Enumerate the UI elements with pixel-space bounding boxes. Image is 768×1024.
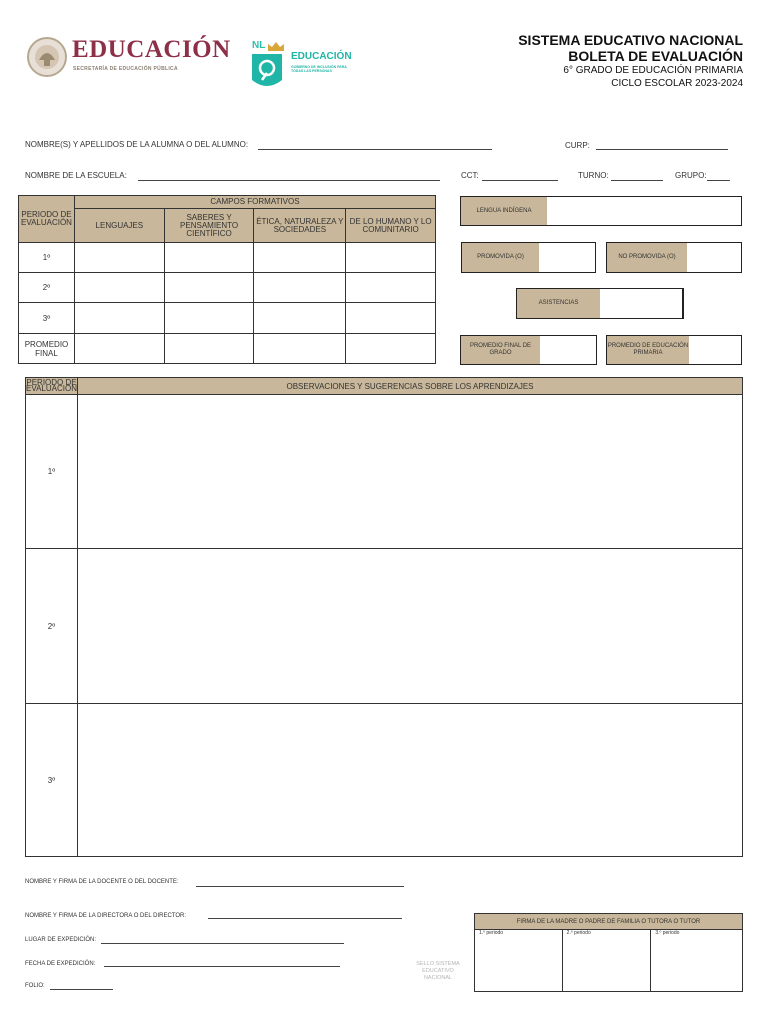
nl-shield-icon	[250, 52, 284, 92]
turno-label: TURNO:	[578, 171, 609, 180]
grade-cell[interactable]	[254, 243, 346, 273]
col-humano: DE LO HUMANO Y LO COMUNITARIO	[346, 209, 436, 243]
period-2-label: 2.º periodo	[566, 930, 591, 936]
grade-cell[interactable]	[164, 334, 254, 364]
grade-cell[interactable]	[254, 303, 346, 334]
row-label-final: PROMEDIO FINAL	[19, 334, 75, 364]
curp-field[interactable]	[596, 149, 728, 150]
docente-label: NOMBRE Y FIRMA DE LA DOCENTE O DEL DOCENTE:	[25, 879, 179, 885]
no-promovida-box[interactable]	[606, 242, 742, 273]
row-label-1: 1º	[19, 243, 75, 273]
sep-logo	[26, 36, 231, 80]
sep-subtitle: SECRETARÍA DE EDUCACIÓN PÚBLICA	[73, 66, 178, 72]
grade-cell[interactable]	[346, 303, 436, 334]
formative-fields-header: CAMPOS FORMATIVOS	[74, 196, 435, 209]
signatures-title: FIRMA DE LA MADRE O PADRE DE FAMILIA O TUTORA O TUTOR	[475, 914, 743, 930]
coat-of-arms-icon	[26, 36, 68, 78]
lengua-indigena-label: LENGUA INDÍGENA	[461, 197, 547, 225]
grade-cell[interactable]	[164, 303, 254, 334]
turno-field[interactable]	[611, 180, 663, 181]
crown-icon	[268, 42, 284, 51]
nl-subtitle: GOBIERNO DE INCLUSIÓN PARA TODAS LAS PERSONAS	[291, 65, 347, 73]
no-promovida-label: NO PROMOVIDA (O)	[607, 243, 687, 272]
obs-title: OBSERVACIONES Y SUGERENCIAS SOBRE LOS APRENDIZAJES	[77, 378, 742, 395]
seal-placeholder: SELLO SISTEMA EDUCATIVO NACIONAL	[416, 961, 460, 981]
header-line-4: CICLO ESCOLAR 2023-2024	[611, 78, 743, 89]
sep-title: EDUCACIÓN	[72, 36, 231, 63]
student-name-label: NOMBRE(S) Y APELLIDOS DE LA ALUMNA O DEL ALUMNO:	[25, 140, 249, 149]
header-line-2: BOLETA DE EVALUACIÓN	[568, 48, 743, 64]
promedio-primaria-box[interactable]	[606, 335, 742, 365]
promedio-grado-box[interactable]	[460, 335, 597, 365]
obs-row-label-2: 2º	[26, 549, 78, 704]
director-signature-field[interactable]	[208, 918, 402, 919]
nl-mark: NL	[252, 40, 266, 51]
asistencias-box[interactable]	[516, 288, 684, 319]
promedio-grado-label: PROMEDIO FINAL DE GRADO	[461, 336, 540, 364]
student-name-field[interactable]	[258, 149, 492, 150]
col-etica: ÉTICA, NATURALEZA Y SOCIEDADES	[254, 209, 346, 243]
grade-cell[interactable]	[74, 273, 164, 303]
header-line-1: SISTEMA EDUCATIVO NACIONAL	[518, 32, 743, 48]
grade-cell[interactable]	[346, 243, 436, 273]
nl-logo	[250, 40, 360, 92]
parent-signatures-table	[474, 913, 743, 992]
grade-cell[interactable]	[254, 273, 346, 303]
grade-cell[interactable]	[164, 243, 254, 273]
col-saberes: SABERES Y PENSAMIENTO CIENTÍFICO	[164, 209, 254, 243]
lugar-field[interactable]	[101, 943, 344, 944]
observations-table	[25, 377, 743, 857]
grade-cell[interactable]	[164, 273, 254, 303]
grades-table	[18, 195, 436, 364]
parent-signature-period-2[interactable]	[562, 930, 651, 992]
grade-cell[interactable]	[74, 334, 164, 364]
obs-row-label-1: 1º	[26, 395, 78, 549]
parent-signature-period-3[interactable]	[651, 930, 743, 992]
grade-cell[interactable]	[346, 334, 436, 364]
grupo-label: GRUPO:	[675, 171, 707, 180]
parent-signature-period-1[interactable]	[475, 930, 563, 992]
period-3-label: 3.º periodo	[655, 930, 680, 936]
header-line-3: 6° GRADO DE EDUCACIÓN PRIMARIA	[563, 65, 743, 76]
promovida-box[interactable]	[461, 242, 596, 273]
observation-cell[interactable]	[77, 549, 742, 704]
observation-cell[interactable]	[77, 704, 742, 857]
promedio-primaria-label: PROMEDIO DE EDUCACIÓN PRIMARIA	[607, 336, 689, 364]
asistencias-label: ASISTENCIAS	[517, 289, 600, 318]
lengua-indigena-box[interactable]	[460, 196, 742, 226]
folio-label: FOLIO:	[25, 983, 45, 989]
col-lenguajes: LENGUAJES	[74, 209, 164, 243]
obs-row-label-3: 3º	[26, 704, 78, 857]
grade-cell[interactable]	[74, 243, 164, 273]
period-1-label: 1.º periodo	[479, 930, 504, 936]
grupo-field[interactable]	[707, 180, 730, 181]
lugar-label: LUGAR DE EXPEDICIÓN:	[25, 937, 97, 943]
period-column-header: PERIODO DE EVALUACIÓN	[19, 196, 75, 243]
promovida-label: PROMOVIDA (O)	[462, 243, 539, 272]
document-header	[518, 32, 743, 90]
nl-title: EDUCACIÓN	[291, 51, 352, 62]
fecha-label: FECHA DE EXPEDICIÓN:	[25, 961, 96, 967]
cct-label: CCT:	[461, 171, 479, 180]
director-label: NOMBRE Y FIRMA DE LA DIRECTORA O DEL DIRECTOR:	[25, 913, 187, 919]
curp-label: CURP:	[565, 141, 590, 150]
docente-signature-field[interactable]	[196, 886, 404, 887]
grade-cell[interactable]	[346, 273, 436, 303]
school-name-field[interactable]	[138, 180, 440, 181]
row-label-3: 3º	[19, 303, 75, 334]
grade-cell[interactable]	[254, 334, 346, 364]
cct-field[interactable]	[482, 180, 558, 181]
fecha-field[interactable]	[104, 966, 340, 967]
observation-cell[interactable]	[77, 395, 742, 549]
folio-field[interactable]	[50, 989, 113, 990]
grade-cell[interactable]	[74, 303, 164, 334]
school-name-label: NOMBRE DE LA ESCUELA:	[25, 171, 127, 180]
obs-period-header: PERIODO DE EVALUACIÓN	[26, 378, 77, 393]
row-label-2: 2º	[19, 273, 75, 303]
